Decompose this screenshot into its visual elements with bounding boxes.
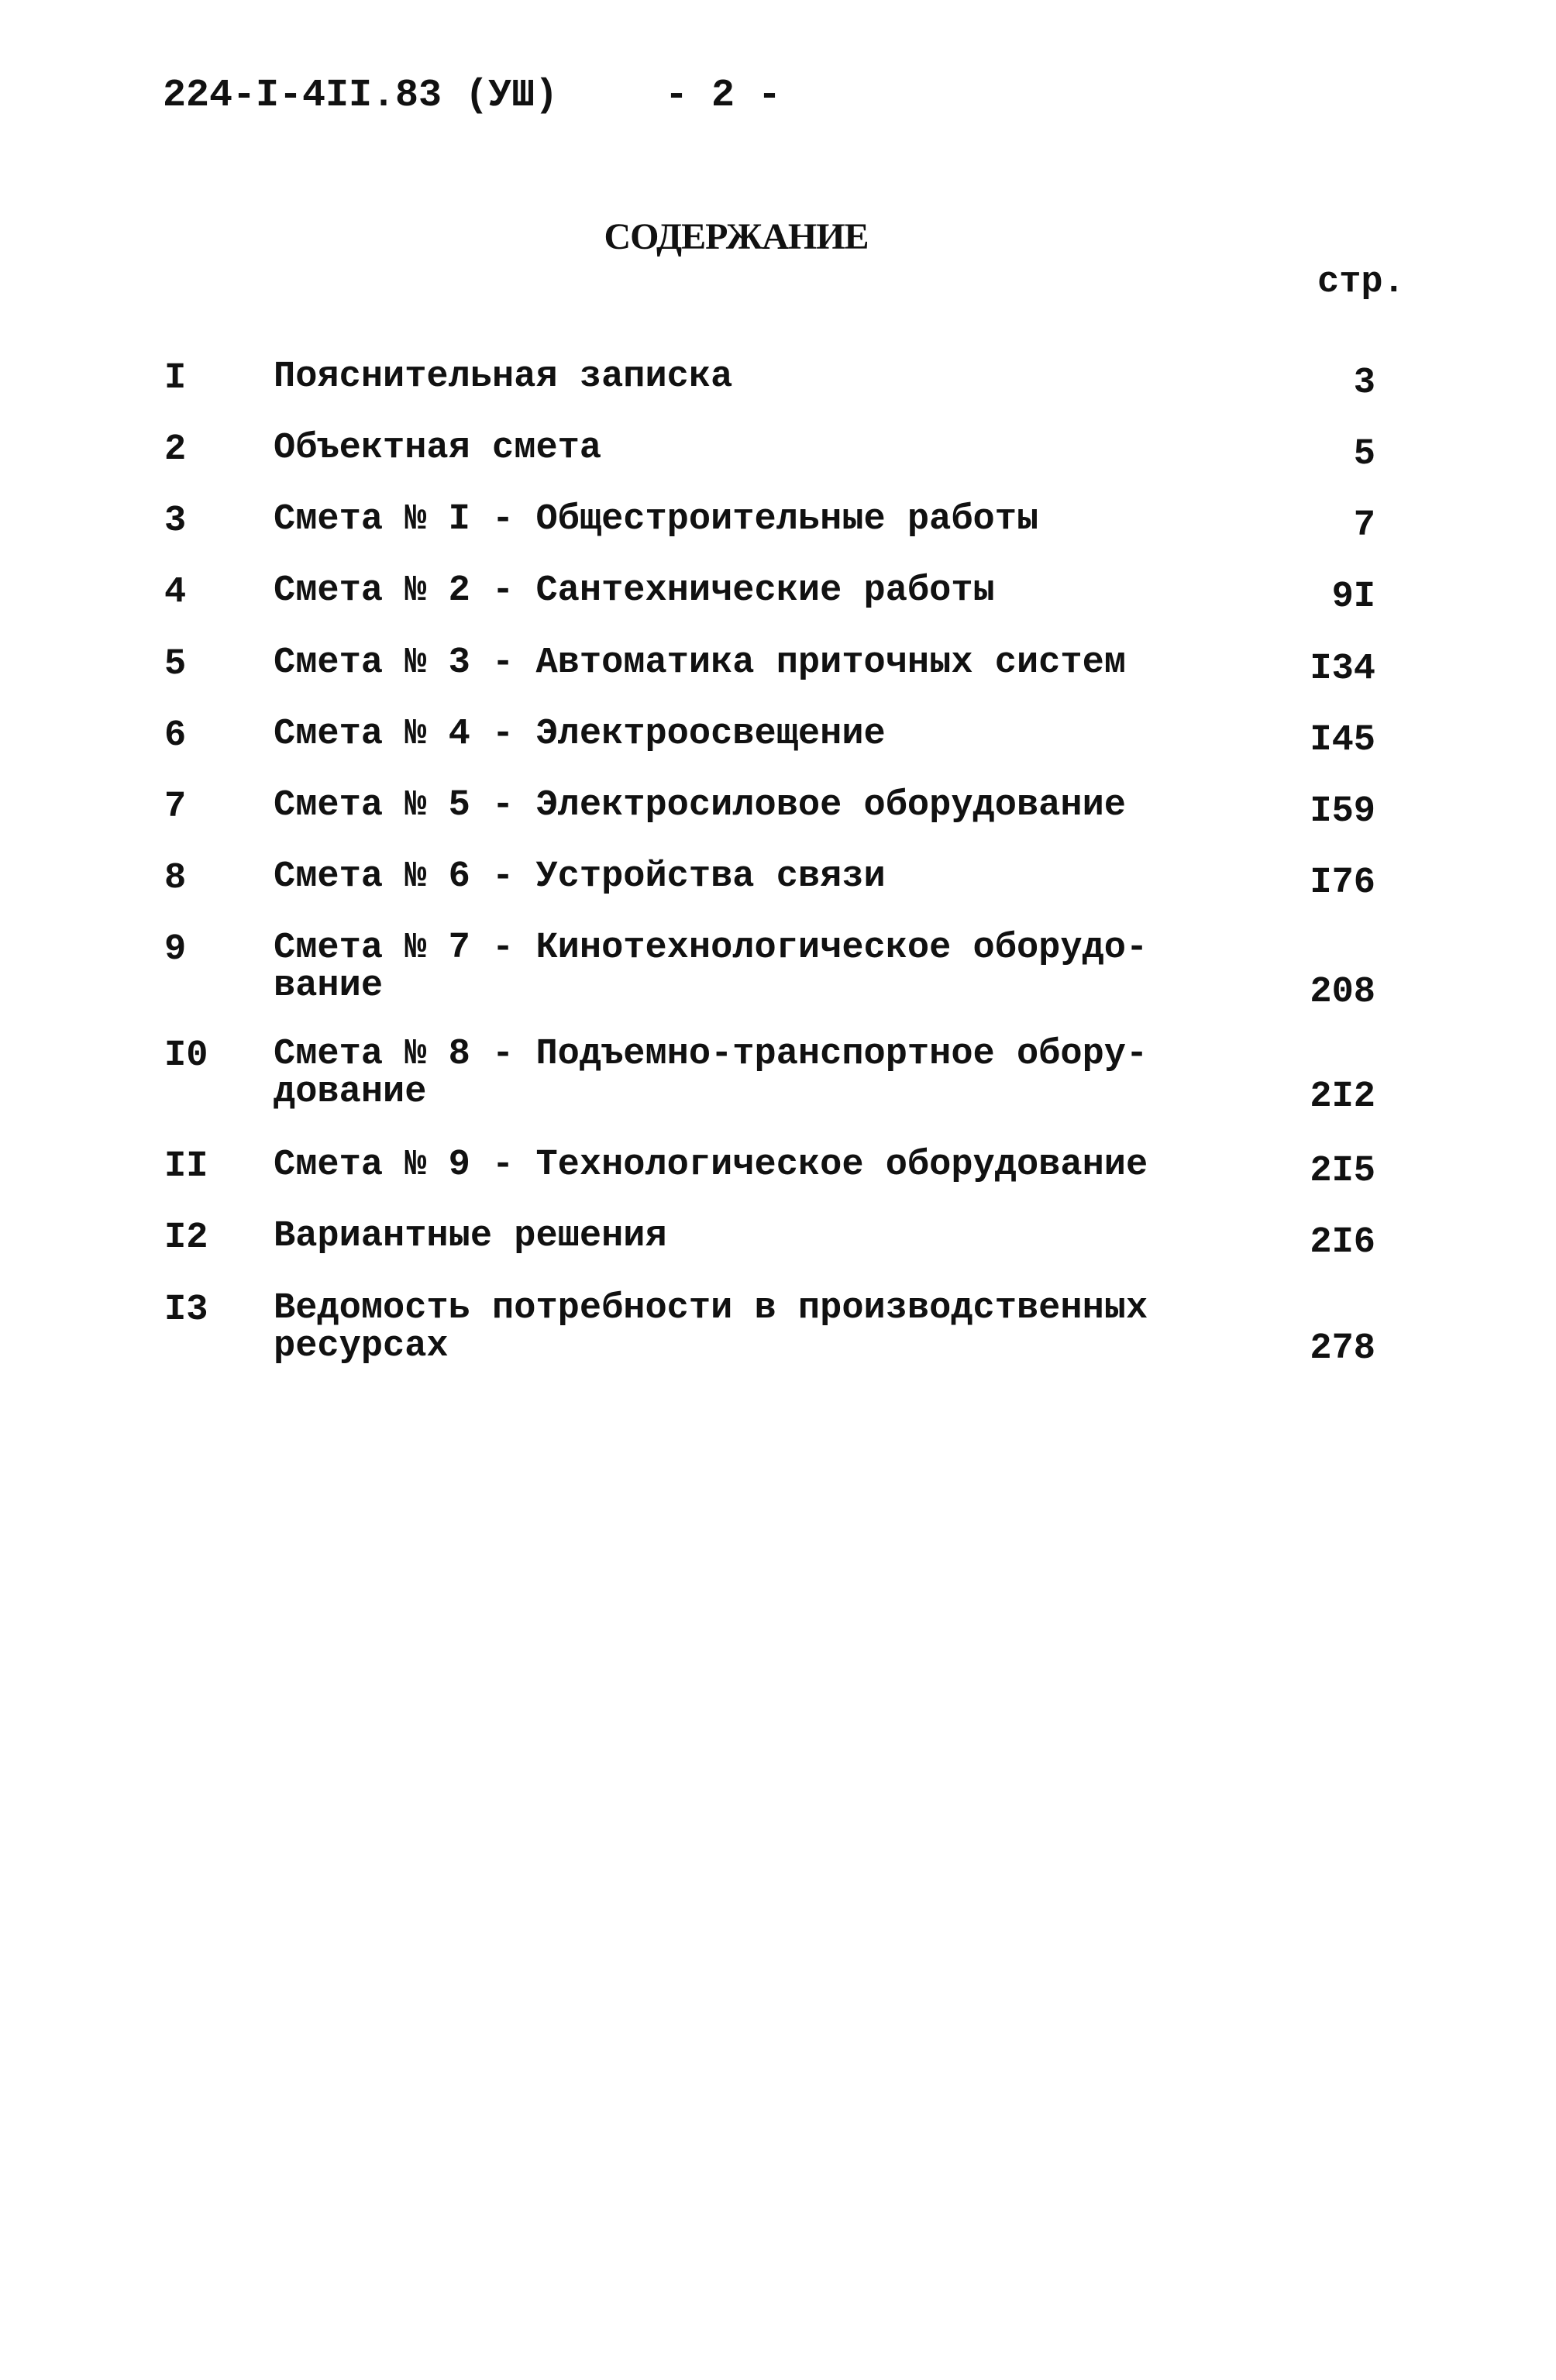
entry-title: Вариантные решения (274, 1216, 667, 1257)
entry-number: 8 (164, 858, 187, 899)
entry-number: 2 (164, 429, 187, 470)
page-column-label: стр. (1317, 262, 1405, 303)
entry-page: I34 (1310, 649, 1375, 690)
entry-title: Пояснительная записка (274, 356, 733, 398)
entry-title: Смета № 4 - Электроосвещение (274, 714, 886, 755)
entry-title: Смета № 8 - Подъемно-транспортное обору- дование (274, 1034, 1148, 1113)
entry-number: 3 (164, 501, 187, 542)
entry-number: 4 (164, 572, 187, 613)
entry-page: I76 (1310, 863, 1375, 904)
entry-title: Смета № 9 - Технологическое оборудование (274, 1145, 1148, 1186)
entry-number: 6 (164, 715, 187, 756)
entry-page: 2I6 (1310, 1222, 1375, 1263)
entry-number: 9 (164, 929, 187, 970)
entry-title: Смета № 7 - Кинотехнологическое оборудо- вание (274, 928, 1148, 1007)
entry-title: Смета № 5 - Электросиловое оборудование (274, 785, 1126, 826)
entry-number: II (164, 1146, 208, 1187)
entry-page: 5 (1353, 434, 1375, 475)
entry-number: I3 (164, 1290, 208, 1331)
entry-page: 2I2 (1310, 1076, 1375, 1118)
document-code: 224-I-4II.83 (УШ) (163, 74, 559, 118)
entry-title: Смета № I - Общестроительные работы (274, 499, 1039, 540)
entry-number: I2 (164, 1218, 208, 1259)
page-number: - 2 - (665, 74, 782, 118)
entry-page: 208 (1310, 972, 1375, 1013)
entry-page: 7 (1353, 505, 1375, 546)
entry-page: 9I (1331, 577, 1375, 618)
entry-number: 7 (164, 787, 187, 828)
entry-page: I59 (1310, 791, 1375, 832)
entry-title: Ведомость потребности в производственных ресурсах (274, 1288, 1148, 1367)
entry-number: I0 (164, 1035, 208, 1076)
entry-title: Смета № 2 - Сантехнические работы (274, 570, 995, 611)
entry-page: 2I5 (1310, 1151, 1375, 1192)
page-title: СОДЕРЖАНИЕ (604, 216, 869, 257)
entry-number: I (164, 358, 187, 399)
entry-number: 5 (164, 644, 187, 685)
entry-title: Объектная смета (274, 428, 602, 469)
entry-title: Смета № 6 - Устройства связи (274, 856, 886, 897)
entry-page: 278 (1310, 1328, 1375, 1369)
entry-page: 3 (1353, 363, 1375, 404)
entry-title: Смета № 3 - Автоматика приточных систем (274, 642, 1126, 684)
entry-page: I45 (1310, 720, 1375, 761)
